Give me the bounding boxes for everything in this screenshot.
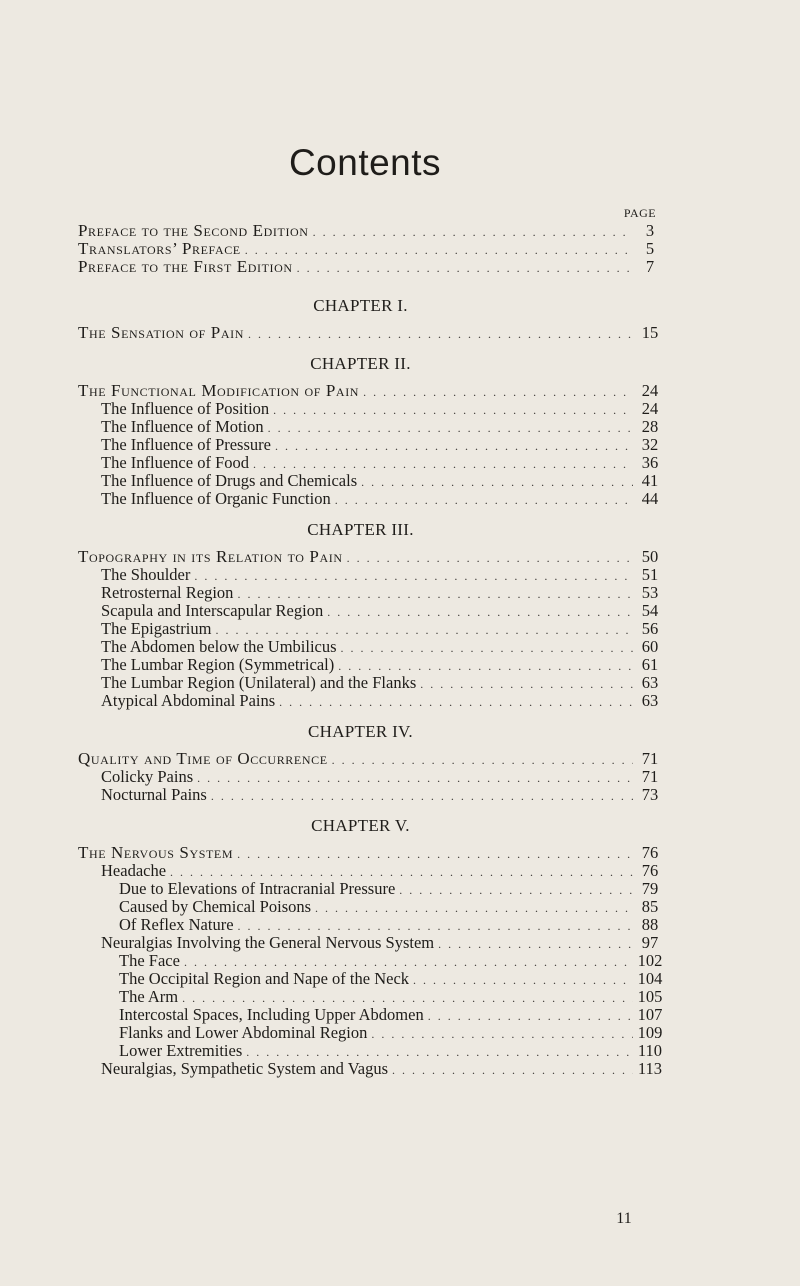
toc-entry-page: 107 (637, 1005, 663, 1024)
toc-entry-page: 32 (641, 435, 659, 454)
toc-entry[interactable] (78, 768, 663, 786)
toc-entry-page: 3 (645, 221, 655, 240)
page-number: 11 (616, 1210, 632, 1227)
toc-entry-label: The Lumbar Region (Symmetrical) (101, 655, 335, 674)
toc-entry-page: 71 (641, 749, 659, 768)
dot-leader (248, 325, 633, 343)
toc-entry-page: 109 (637, 1023, 663, 1042)
toc-entry[interactable] (78, 988, 663, 1006)
dot-leader (347, 549, 633, 567)
toc-entry-label: Neuralgias, Sympathetic System and Vagus (101, 1059, 389, 1078)
toc-entry-label: The Face (119, 951, 180, 970)
toc-entry-label: The Influence of Pressure (101, 435, 271, 454)
toc-entry[interactable] (78, 1060, 663, 1078)
toc-entry[interactable] (78, 418, 663, 436)
dot-leader (273, 401, 633, 419)
dot-leader (211, 787, 633, 805)
toc-entry-page: 71 (641, 767, 659, 786)
toc-entry[interactable] (78, 436, 663, 454)
toc-entry-page: 53 (641, 583, 659, 602)
toc-entry-label: The Sensation of Pain (78, 323, 244, 342)
toc-entry-label: Neuralgias Involving the General Nervous System (101, 933, 435, 952)
toc-entry-label: Caused by Chemical Poisons (119, 897, 312, 916)
toc-entry-page: 76 (641, 843, 659, 862)
dot-leader (363, 383, 633, 401)
toc-entry[interactable] (78, 750, 663, 768)
toc-entry-label: The Arm (119, 987, 179, 1006)
toc-entry[interactable] (78, 400, 663, 418)
dot-leader (313, 223, 633, 241)
toc-entry-label: The Abdomen below the Umbilicus (101, 637, 337, 656)
dot-leader (297, 259, 633, 277)
chapter-heading: CHAPTER I. (313, 296, 408, 315)
toc-entry-label: The Nervous System (78, 843, 234, 862)
toc-entry[interactable] (78, 602, 663, 620)
page-title: Contents (288, 142, 442, 183)
toc-entry[interactable] (78, 620, 663, 638)
toc-entry-label: Lower Extremities (119, 1041, 243, 1060)
toc-entry[interactable] (78, 1042, 663, 1060)
dot-leader (420, 675, 633, 693)
toc-entry-label: Retrosternal Region (101, 583, 234, 602)
toc-entry[interactable] (78, 382, 663, 400)
toc-entry-label: Topography in its Relation to Pain (78, 547, 343, 566)
toc-entry-page: 105 (637, 987, 663, 1006)
toc-entry-page: 41 (641, 471, 659, 490)
toc-entry[interactable] (78, 844, 663, 862)
toc-entry[interactable] (78, 454, 663, 472)
toc-entry-page: 24 (641, 399, 659, 418)
toc-entry-label: The Lumbar Region (Unilateral) and the Flanks (101, 673, 417, 692)
toc-entry[interactable] (78, 880, 663, 898)
dot-leader (332, 751, 633, 769)
toc-entry-page: 63 (641, 673, 659, 692)
table-of-contents (78, 222, 663, 1078)
dot-leader (237, 845, 633, 863)
toc-entry-label: Flanks and Lower Abdominal Region (119, 1023, 368, 1042)
toc-entry-label: Scapula and Interscapular Region (101, 601, 324, 620)
toc-entry-page: 50 (641, 547, 659, 566)
dot-leader (392, 1061, 633, 1079)
dot-leader (335, 491, 633, 509)
dot-leader (279, 693, 633, 711)
toc-entry-page: 54 (641, 601, 659, 620)
toc-entry-label: The Occipital Region and Nape of the Neck (119, 969, 410, 988)
toc-entry-page: 113 (637, 1059, 663, 1078)
toc-entry-page: 36 (641, 453, 659, 472)
toc-entry-label: The Epigastrium (101, 619, 212, 638)
chapter-heading: CHAPTER II. (310, 354, 411, 373)
toc-entry-page: 97 (641, 933, 659, 952)
dot-leader (341, 639, 633, 657)
toc-entry[interactable] (78, 1024, 663, 1042)
toc-entry[interactable] (78, 952, 663, 970)
toc-entry-page: 51 (641, 565, 659, 584)
toc-entry[interactable] (78, 656, 663, 674)
toc-entry[interactable] (78, 490, 663, 508)
toc-entry[interactable] (78, 674, 663, 692)
toc-entry[interactable] (78, 970, 663, 988)
toc-entry-label: Quality and Time of Occurrence (78, 749, 328, 768)
dot-leader (428, 1007, 633, 1025)
toc-entry-page: 44 (641, 489, 659, 508)
toc-entry[interactable] (78, 258, 663, 276)
toc-entry-page: 61 (641, 655, 659, 674)
toc-entry-label: Due to Elevations of Intracranial Pressure (119, 879, 396, 898)
toc-entry[interactable] (78, 566, 663, 584)
toc-entry[interactable] (78, 898, 663, 916)
toc-entry-page: 76 (641, 861, 659, 880)
toc-entry[interactable] (78, 916, 663, 934)
dot-leader (361, 473, 633, 491)
toc-entry-page: 73 (641, 785, 659, 804)
dot-leader (371, 1025, 633, 1043)
toc-entry-label: The Influence of Motion (101, 417, 264, 436)
toc-entry[interactable] (78, 548, 663, 566)
toc-entry-label: Colicky Pains (101, 767, 194, 786)
toc-entry[interactable] (78, 222, 663, 240)
toc-entry-page: 79 (641, 879, 659, 898)
toc-entry-page: 5 (645, 239, 655, 258)
toc-entry[interactable] (78, 584, 663, 602)
toc-entry-page: 56 (641, 619, 659, 638)
toc-entry-page: 85 (641, 897, 659, 916)
dot-leader (399, 881, 633, 899)
page-column-heading: PAGE (623, 206, 657, 220)
dot-leader (194, 567, 633, 585)
toc-entry-label: The Functional Modification of Pain (78, 381, 360, 400)
chapter-heading: CHAPTER IV. (307, 722, 413, 741)
toc-entry-label: Translators’ Preface (78, 239, 241, 258)
toc-entry-label: The Influence of Drugs and Chemicals (101, 471, 358, 490)
toc-entry[interactable] (78, 638, 663, 656)
chapter-heading: CHAPTER V. (311, 816, 410, 835)
toc-entry-page: 28 (641, 417, 659, 436)
toc-entry-label: The Shoulder (101, 565, 191, 584)
toc-entry-label: Of Reflex Nature (119, 915, 234, 934)
dot-leader (275, 437, 633, 455)
dot-leader (245, 241, 633, 259)
dot-leader (438, 935, 633, 953)
toc-entry-label: Preface to the Second Edition (78, 221, 309, 240)
toc-entry-label: Nocturnal Pains (101, 785, 207, 804)
dot-leader (268, 419, 633, 437)
toc-entry[interactable] (78, 240, 663, 258)
chapter-heading: CHAPTER III. (307, 520, 414, 539)
dot-leader (315, 899, 633, 917)
dot-leader (413, 971, 633, 989)
toc-entry-page: 110 (637, 1041, 663, 1060)
toc-entry-page: 104 (637, 969, 663, 988)
toc-entry-page: 102 (637, 951, 663, 970)
toc-entry[interactable] (78, 934, 663, 952)
toc-entry-label: The Influence of Position (101, 399, 270, 418)
toc-entry[interactable] (78, 786, 663, 804)
toc-entry-page: 24 (641, 381, 659, 400)
toc-entry-page: 7 (645, 257, 655, 276)
toc-entry-page: 15 (641, 323, 659, 342)
toc-entry-label: The Influence of Organic Function (101, 489, 331, 508)
toc-entry-label: Preface to the First Edition (78, 257, 293, 276)
toc-entry-page: 60 (641, 637, 659, 656)
toc-entry[interactable] (78, 1006, 663, 1024)
toc-entry[interactable] (78, 472, 663, 490)
toc-entry-page: 63 (641, 691, 659, 710)
toc-entry[interactable] (78, 862, 663, 880)
toc-entry-page: 88 (641, 915, 659, 934)
toc-entry[interactable] (78, 692, 663, 710)
dot-leader (197, 769, 633, 787)
dot-leader (327, 603, 633, 621)
toc-entry-label: The Influence of Food (101, 453, 249, 472)
toc-entry-label: Intercostal Spaces, Including Upper Abdomen (119, 1005, 424, 1024)
toc-entry[interactable] (78, 324, 663, 342)
toc-entry-label: Atypical Abdominal Pains (101, 691, 276, 710)
toc-entry-label: Headache (101, 861, 167, 880)
